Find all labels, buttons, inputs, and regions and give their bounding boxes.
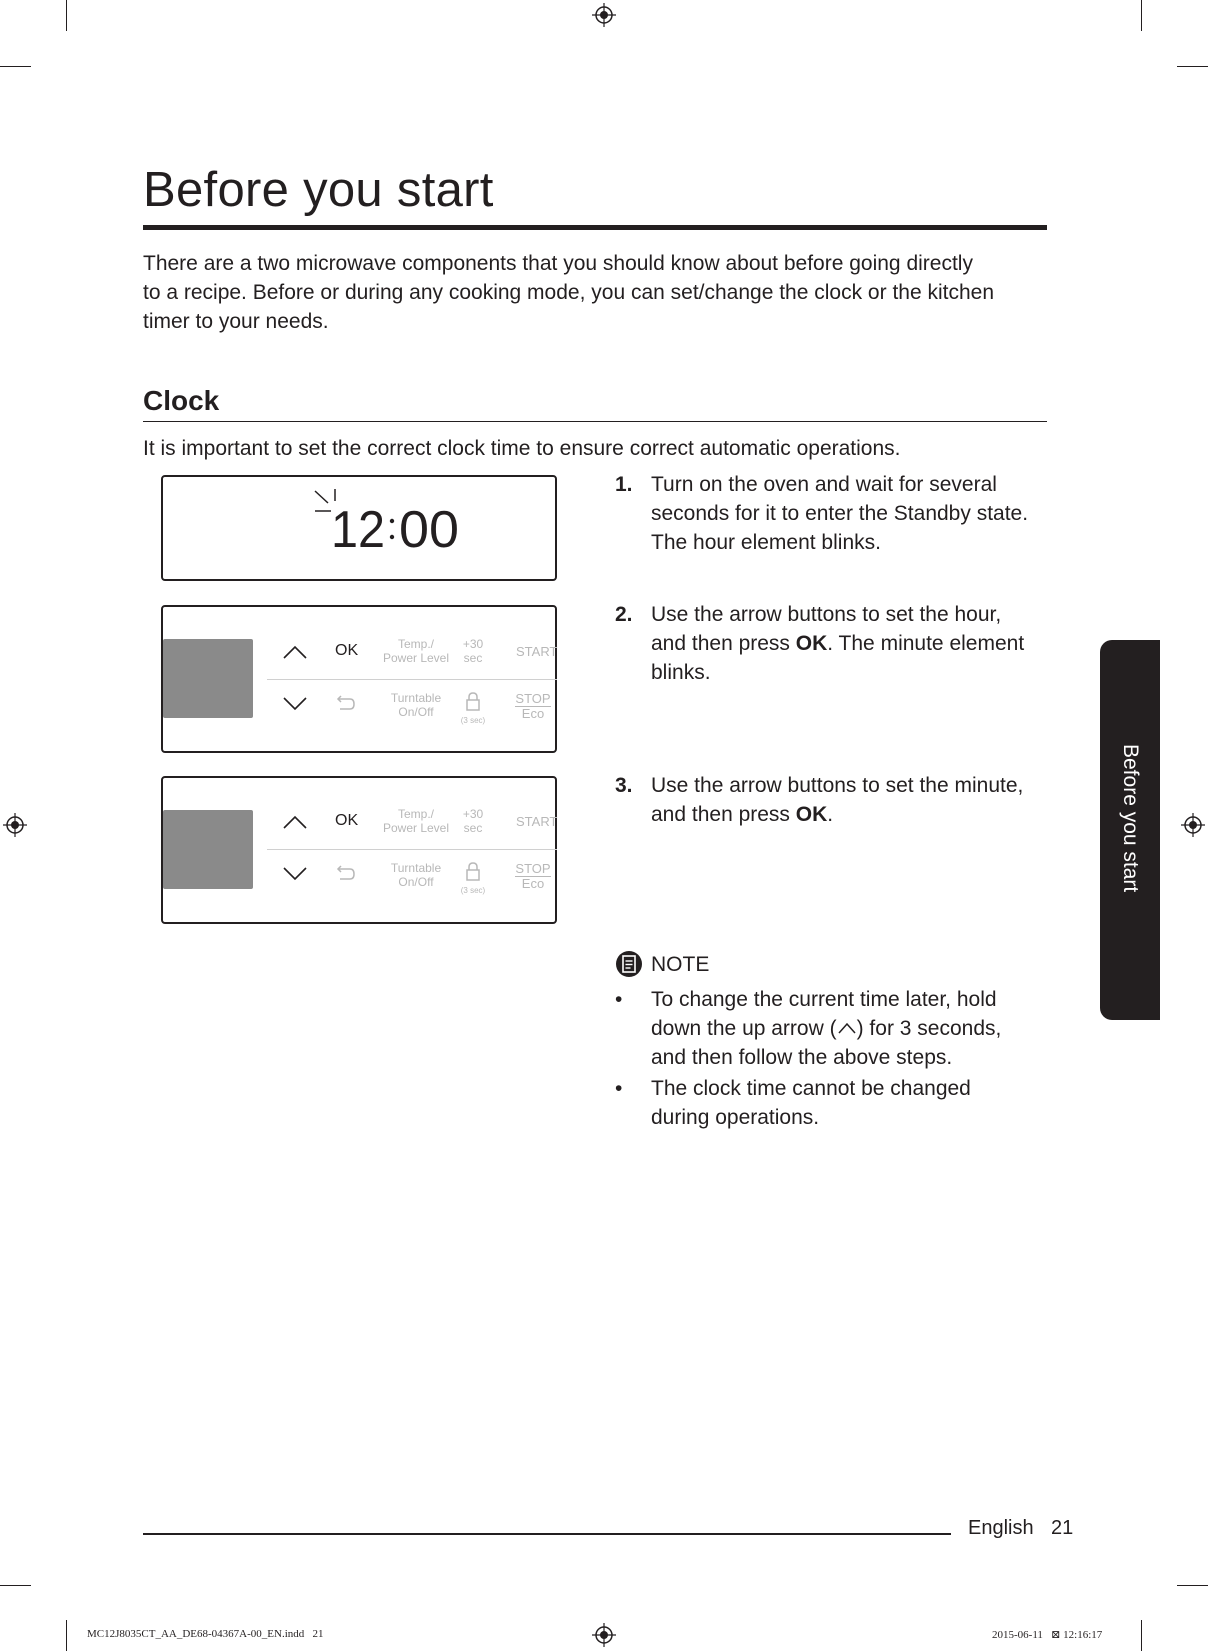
ok-button[interactable]: OK <box>335 812 359 829</box>
bullet-dot: • <box>615 1077 623 1100</box>
bullet-line: To change the current time later, hold <box>651 988 997 1011</box>
clock-display-panel <box>161 475 557 581</box>
page-title: Before you start <box>143 163 494 217</box>
bullet-line: down the up arrow ( <box>651 1017 837 1040</box>
step-line: . The minute element <box>827 632 1025 655</box>
temp-power-label: Temp./ <box>397 807 434 821</box>
up-arrow-icon[interactable] <box>282 814 308 830</box>
step-line: Use the arrow buttons to set the hour, <box>651 603 1002 626</box>
footer-language: English <box>968 1517 1034 1539</box>
crop-mark <box>66 1620 67 1651</box>
display-hour: 12 <box>331 501 385 559</box>
crop-mark <box>1177 66 1208 67</box>
intro-line: timer to your needs. <box>143 310 329 333</box>
footer-rule <box>143 1533 951 1535</box>
side-tab-label: Before you start <box>1119 744 1142 893</box>
temp-power-button[interactable] <box>376 637 456 665</box>
turntable-label: On/Off <box>398 875 434 889</box>
down-arrow-icon[interactable] <box>282 866 308 882</box>
intro-line: to a recipe. Before or during any cooking mode, you can set/change the clock or the kitchen <box>143 281 995 304</box>
step-line: Turn on the oven and wait for several <box>651 473 997 496</box>
step-line: Use the arrow buttons to set the minute, <box>651 774 1024 797</box>
print-slug-right: 2015-06-11 ⊠ 12:16:17 <box>992 1629 1103 1641</box>
stop-label: STOP <box>515 861 551 876</box>
child-lock-button[interactable] <box>453 691 493 725</box>
colon-dot <box>390 535 394 539</box>
print-slug-left: MC12J8035CT_AA_DE68-04367A-00_EN.indd 21 <box>87 1628 324 1640</box>
panel-divider <box>267 849 557 850</box>
note-icon <box>615 950 643 978</box>
turntable-label: Turntable <box>390 861 442 875</box>
turntable-button[interactable] <box>376 691 456 719</box>
plus30-button[interactable] <box>453 807 493 835</box>
bullet-text <box>651 1074 1051 1132</box>
step-line: blinks. <box>651 661 711 684</box>
child-lock-button[interactable] <box>453 861 493 895</box>
step-number: 1. <box>615 473 633 496</box>
bullet-line: The clock time cannot be changed <box>651 1077 971 1100</box>
crop-mark <box>1141 1620 1142 1651</box>
intro-line: There are a two microwave components that you should know about before going directly <box>143 252 973 275</box>
plus30-button[interactable] <box>453 637 493 665</box>
start-button[interactable]: START <box>516 814 558 829</box>
turntable-button[interactable] <box>376 861 456 889</box>
up-arrow-icon <box>837 1021 857 1035</box>
step-number: 3. <box>615 774 633 797</box>
registration-mark-icon <box>592 3 616 27</box>
step-line: and then press <box>651 632 796 655</box>
back-arrow-icon[interactable] <box>334 693 356 715</box>
registration-mark-icon <box>1181 813 1205 837</box>
panel-gray-block <box>163 810 253 889</box>
stop-label: STOP <box>515 691 551 706</box>
step-text <box>651 600 1061 687</box>
turntable-label: Turntable <box>390 691 442 705</box>
bullet-line: during operations. <box>651 1106 820 1129</box>
control-panel <box>161 776 557 924</box>
crop-mark <box>0 1585 31 1586</box>
step-text <box>651 771 1061 829</box>
start-button[interactable]: START <box>516 644 558 659</box>
note-label: NOTE <box>651 953 710 976</box>
eco-label: Eco <box>521 876 545 891</box>
step-line: The hour element blinks. <box>651 531 881 554</box>
turntable-label: On/Off <box>398 705 434 719</box>
ok-keyword: OK <box>795 632 828 655</box>
bullet-line: ) for 3 seconds, <box>856 1017 1002 1040</box>
ok-button[interactable]: OK <box>335 642 359 659</box>
crop-mark <box>1177 1585 1208 1586</box>
temp-power-label: Temp./ <box>397 637 434 651</box>
bullet-text <box>651 985 1051 1072</box>
control-panel <box>161 605 557 753</box>
step-number: 2. <box>615 603 633 626</box>
temp-power-label: Power Level <box>382 821 450 835</box>
plus30-label: sec <box>463 651 483 665</box>
temp-power-button[interactable] <box>376 807 456 835</box>
registration-mark-icon <box>592 1623 616 1647</box>
down-arrow-icon[interactable] <box>282 696 308 712</box>
step-text <box>651 470 1061 557</box>
panel-divider <box>267 679 557 680</box>
intro-paragraph <box>143 249 1043 336</box>
step-line: seconds for it to enter the Standby state. <box>651 502 1029 525</box>
panel-gray-block <box>163 639 253 718</box>
plus30-label: +30 <box>462 807 484 821</box>
bullet-dot: • <box>615 988 623 1011</box>
seven-segment-display <box>163 477 555 579</box>
page-number: 21 <box>1051 1517 1074 1539</box>
display-minute: 00 <box>399 501 459 559</box>
section-intro: It is important to set the correct clock time to ensure correct automatic operations. <box>143 437 901 460</box>
lock-sub-label: (3 sec) <box>460 886 486 895</box>
stop-eco-button[interactable] <box>513 691 553 721</box>
temp-power-label: Power Level <box>382 651 450 665</box>
back-arrow-icon[interactable] <box>334 863 356 885</box>
lock-sub-label: (3 sec) <box>460 716 486 725</box>
section-heading-clock: Clock <box>143 385 220 416</box>
crop-mark <box>0 66 31 67</box>
stop-eco-button[interactable] <box>513 861 553 891</box>
title-rule <box>143 225 1047 230</box>
plus30-label: +30 <box>462 637 484 651</box>
step-line: . <box>827 803 834 826</box>
section-rule <box>143 421 1047 422</box>
eco-label: Eco <box>521 706 545 721</box>
step-line: and then press <box>651 803 796 826</box>
up-arrow-icon[interactable] <box>282 644 308 660</box>
crop-mark <box>66 0 67 31</box>
crop-mark <box>1141 0 1142 31</box>
plus30-label: sec <box>463 821 483 835</box>
lock-icon <box>464 691 482 711</box>
side-tab <box>1100 640 1160 1020</box>
colon-dot <box>390 519 394 523</box>
bullet-line: and then follow the above steps. <box>651 1046 953 1069</box>
registration-mark-icon <box>3 813 27 837</box>
ok-keyword: OK <box>795 803 828 826</box>
lock-icon <box>464 861 482 881</box>
